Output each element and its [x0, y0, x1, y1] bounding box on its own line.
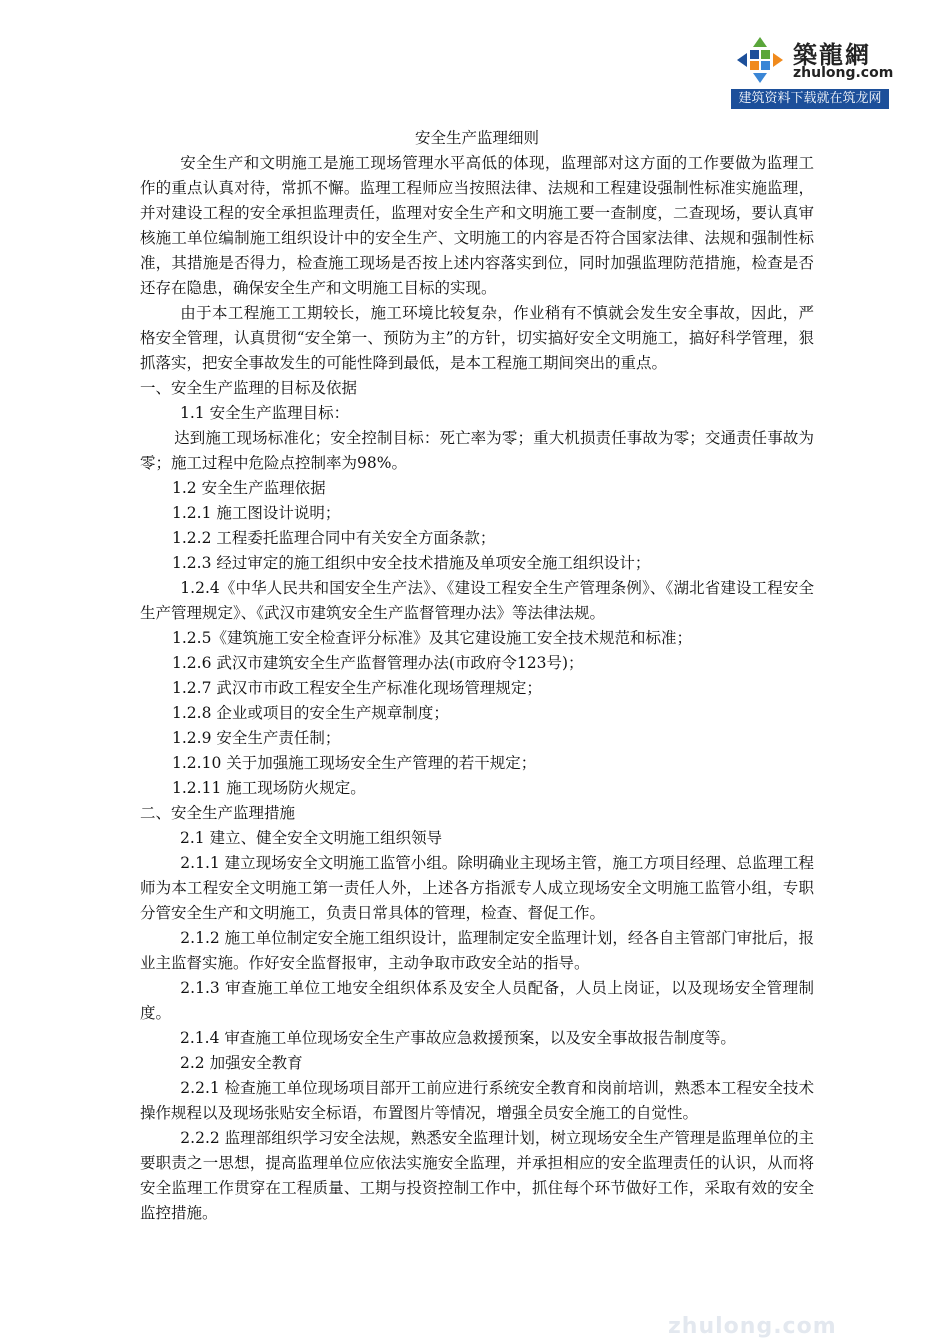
section-1-1-heading: 1.1 安全生产监理目标： — [180, 404, 350, 422]
list-item: 1.2.3 经过审定的施工组织中安全技术措施及单项安全施工组织设计； — [172, 554, 651, 572]
document-body — [140, 126, 814, 1226]
section-2-2-heading: 2.2 加强安全教育 — [180, 1054, 303, 1072]
zhulong-logo — [731, 31, 894, 109]
logo-mark-icon — [735, 35, 785, 85]
page-title: 安全生产监理细则 — [414, 129, 539, 147]
logo-domain: zhulong.com — [793, 65, 894, 81]
section-2-heading: 二、安全生产监理措施 — [140, 804, 296, 822]
list-item: 1.2.11 施工现场防火规定。 — [172, 779, 366, 797]
list-item: 1.2.6 武汉市建筑安全生产监督管理办法(市政府令123号)； — [172, 654, 584, 672]
list-item: 1.2.10 关于加强施工现场安全生产管理的若干规定； — [172, 754, 537, 772]
list-item: 1.2.8 企业或项目的安全生产规章制度； — [172, 704, 449, 722]
logo-slogan: 建筑资料下载就在筑龙网 — [731, 89, 889, 109]
logo-top — [731, 31, 894, 87]
logo-name-cn: 築龍網 — [793, 40, 871, 69]
list-item: 2.2.2 监理部组织学习安全法规，熟悉安全监理计划，树立现场安全生产管理是监理单位的主要职责之一思想，提高监理单位应依法实施安全监理，并承担相应的安全监理责任的认识，从而将安全监理工作贯穿在工程质量、工期与投资控制工作中，抓住每个环节做好工作，采取有效的安全监控措施。 — [140, 1129, 814, 1222]
section-1-heading: 一、安全生产监理的目标及依据 — [140, 379, 358, 397]
watermark-text: zhulong.com — [668, 1314, 837, 1339]
list-item: 1.2.4《中华人民共和国安全生产法》、《建设工程安全生产管理条例》、《湖北省建设工程安全生产管理规定》、《武汉市建筑安全生产监督管理办法》等法律法规。 — [140, 579, 814, 622]
list-item: 2.1.4 审查施工单位现场安全生产事故应急救援预案，以及安全事故报告制度等。 — [180, 1029, 736, 1047]
list-item: 1.2.9 安全生产责任制； — [172, 729, 341, 747]
list-item: 2.1.1 建立现场安全文明施工监管小组。除明确业主现场主管，施工方项目经理、总监理工程师为本工程安全文明施工第一责任人外，上述各方指派专人成立现场安全文明施工监管小组，专职分管安全生产和文明施工，负责日常具体的管理，检查、督促工作。 — [140, 854, 814, 922]
list-item: 1.2.5《建筑施工安全检查评分标准》及其它建设施工安全技术规范和标准； — [172, 629, 692, 647]
list-item: 1.2.2 工程委托监理合同中有关安全方面条款； — [172, 529, 496, 547]
section-2-1-heading: 2.1 建立、健全安全文明施工组织领导 — [180, 829, 443, 847]
list-item: 2.1.3 审查施工单位工地安全组织体系及安全人员配备，人员上岗证，以及现场安全管理制度。 — [140, 979, 814, 1022]
list-item: 1.2.1 施工图设计说明； — [172, 504, 341, 522]
list-item: 1.2.7 武汉市市政工程安全生产标准化现场管理规定； — [172, 679, 542, 697]
intro-paragraph-2: 由于本工程施工工期较长，施工环境比较复杂，作业稍有不慎就会发生安全事故，因此，严格安全管理，认真贯彻“安全第一、预防为主”的方针，切实搞好安全文明施工，搞好科学管理，狠抓落实，把安全事故发生的可能性降到最低，是本工程施工期间突出的重点。 — [140, 304, 814, 372]
intro-paragraph-1: 安全生产和文明施工是施工现场管理水平高低的体现，监理部对这方面的工作要做为监理工作的重点认真对待，常抓不懈。监理工程师应当按照法律、法规和工程建设强制性标准实施监理，并对建设工程的安全承担监理责任，监理对安全生产和文明施工要一查制度，二查现场，要认真审核施工单位编制施工组织设计中的安全生产、文明施工的内容是否符合国家法律、法规和强制性标准，其措施是否得力，检查施工现场是否按上述内容落实到位，同时加强监理防范措施，检查是否还存在隐患，确保安全生产和文明施工目标的实现。 — [140, 154, 814, 297]
list-item: 2.1.2 施工单位制定安全施工组织设计，监理制定安全监理计划，经各自主管部门审批后，报业主监督实施。作好安全监督报审，主动争取市政安全站的指导。 — [140, 929, 814, 972]
section-1-2-heading: 1.2 安全生产监理依据 — [172, 479, 326, 497]
section-1-1-text: 达到施工现场标准化；安全控制目标：死亡率为零；重大机损责任事故为零；交通责任事故为零；施工过程中危险点控制率为98%。 — [140, 429, 814, 472]
list-item: 2.2.1 检查施工单位现场项目部开工前应进行系统安全教育和岗前培训，熟悉本工程安全技术操作规程以及现场张贴安全标语，布置图片等情况，增强全员安全施工的自觉性。 — [140, 1079, 814, 1122]
